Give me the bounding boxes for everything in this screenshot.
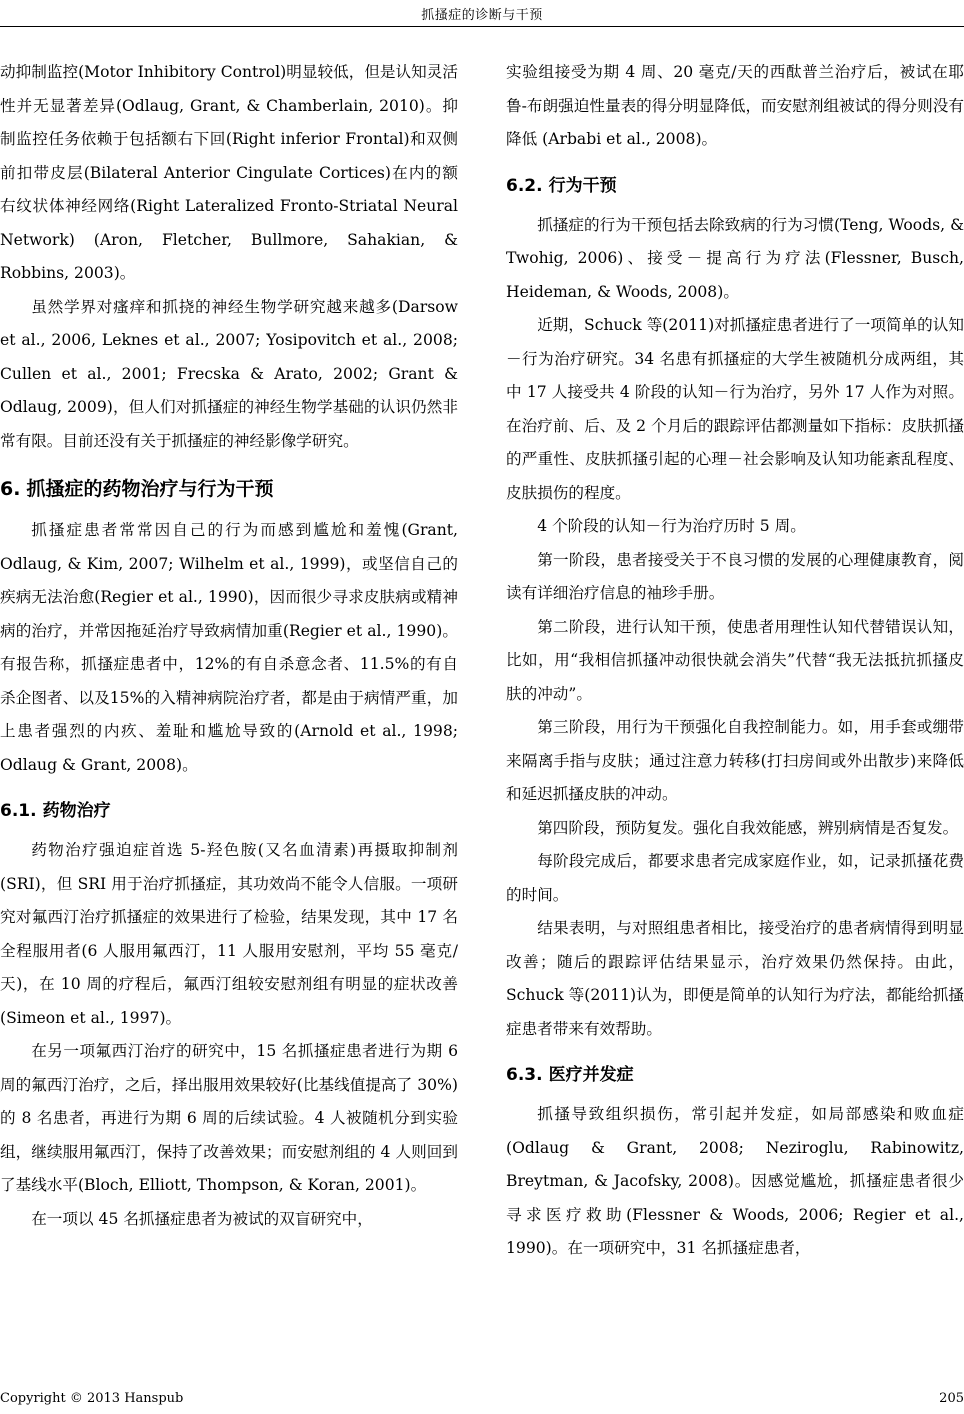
paragraph: 动抑制监控(Motor Inhibitory Control)明显较低，但是认知灵活性并无显著差异(Odlaug, Grant, & Chamberlain, 2010)。抑制监控任务依赖于包括额右下回(Right inferior Frontal)和双侧前扣带皮层(Bilateral Anterior Cingulate Cortices)在内的额右纹状体神经网络(Right Lateralized Fronto-Striatal Neural Network) (Aron, Fletcher, Bullmore, Sahakian, & Robbins, 2003)。 <box>0 63 458 282</box>
section-title: 行为干预 <box>548 175 617 196</box>
section-number: 6.3. <box>506 1065 543 1085</box>
paragraph: 在一项以 45 名抓搔症患者为被试的双盲研究中， <box>31 1209 373 1228</box>
paragraph: 每阶段完成后，都要求患者完成家庭作业，如，记录抓搔花费的时间。 <box>506 852 964 904</box>
section-title: 抓搔症的药物治疗与行为干预 <box>26 478 274 500</box>
paragraph: 在另一项氟西汀治疗的研究中，15 名抓搔症患者进行为期 6 周的氟西汀治疗，之后，择出服用效果较好(比基线值提高了 30%)的 8 名患者，再进行为期 6 周的后续试验。4 人被随机分到实验组，继续服用氟西汀，保持了改善效果；而安慰剂组的 4 人则回到了基线水平(Bloch, Elliott, Thompson, & Koran, 2001)。 <box>0 1042 458 1194</box>
paragraph: 第一阶段，患者接受关于不良习惯的发展的心理健康教育，阅读有详细治疗信息的袖珍手册。 <box>506 550 964 602</box>
page-number: 205 <box>939 1391 964 1406</box>
section-heading <box>0 794 458 828</box>
paragraph: 结果表明，与对照组患者相比，接受治疗的患者病情得到明显改善；随后的跟踪评估结果显示，治疗效果仍然保持。由此，Schuck 等(2011)认为，即便是简单的认知行为疗法，都能给抓搔症患者带来有效帮助。 <box>506 919 964 1038</box>
paragraph: 抓搔导致组织损伤，常引起并发症，如局部感染和败血症(Odlaug & Grant, 2008; Neziroglu, Rabinowitz, Breytman, & Jacofsky, 2008)。因感觉尴尬，抓搔症患者很少寻求医疗救助(Flessner & Woods, 2006; Regier et al., 1990)。在一项研究中，31 名抓搔症患者， <box>506 1105 964 1257</box>
left-column <box>0 56 458 1236</box>
paragraph: 抓搔症的行为干预包括去除致病的行为习惯(Teng, Woods, & Twohig, 2006)、接受－提高行为疗法(Flessner, Busch, Heideman, & Woods, 2008)。 <box>506 215 964 301</box>
header-rule <box>0 26 964 27</box>
section-heading <box>0 472 458 506</box>
section-number: 6. <box>0 478 21 500</box>
paragraph: 近期，Schuck 等(2011)对抓搔症患者进行了一项简单的认知－行为治疗研究。34 名患有抓搔症的大学生被随机分成两组，其中 17 人接受共 4 阶段的认知－行为治疗，另外 17 人作为对照。在治疗前、后、及 2 个月后的跟踪评估都测量如下指标：皮肤抓搔的严重性、皮肤抓搔引起的心理－社会影响及认知功能紊乱程度、皮肤损伤的程度。 <box>506 316 964 502</box>
paragraph: 抓搔症患者常常因自己的行为而感到尴尬和羞愧(Grant, Odlaug, & Kim, 2007; Wilhelm et al., 1999)，或坚信自己的疾病无法治愈(Regier et al., 1990)，因而很少寻求皮肤病或精神病的治疗，并常因拖延治疗导致病情加重(Regier et al., 1990)。有报告称，抓搔症患者中，12%的有自杀意念者、11.5%的有自杀企图者、以及15%的入精神病院治疗者，都是由于病情严重，加上患者强烈的内疚、羞耻和尴尬导致的(Arnold et al., 1998; Odlaug & Grant, 2008)。 <box>0 521 458 774</box>
section-number: 6.2. <box>506 175 543 196</box>
paragraph: 第三阶段，用行为干预强化自我控制能力。如，用手套或绷带来隔离手指与皮肤；通过注意力转移(打扫房间或外出散步)来降低和延迟抓搔皮肤的冲动。 <box>506 718 964 803</box>
paragraph: 实验组接受为期 4 周、20 毫克/天的西酞普兰治疗后，被试在耶鲁-布朗强迫性量表的得分明显降低，而安慰剂组被试的得分则没有降低 (Arbabi et al., 2008)。 <box>506 63 964 148</box>
section-title: 医疗并发症 <box>548 1065 634 1085</box>
paragraph: 药物治疗强迫症首选 5-羟色胺(又名血清素)再摄取抑制剂(SRI)，但 SRI 用于治疗抓搔症，其功效尚不能令人信服。一项研究对氟西汀治疗抓搔症的效果进行了检验，结果发现，其中 17 名全程服用者(6 人服用氟西汀，11 人服用安慰剂，平均 55 毫克/天)，在 10 周的疗程后，氟西汀组较安慰剂组有明显的症状改善 (Simeon et al., 1997)。 <box>0 841 458 1027</box>
paragraph: 第四阶段，预防复发。强化自我效能感，辨别病情是否复发。 <box>537 818 959 837</box>
right-column <box>506 56 964 1266</box>
copyright-notice: Copyright © 2013 Hanspub <box>0 1391 184 1406</box>
section-heading <box>506 1058 964 1092</box>
section-heading <box>506 169 964 203</box>
running-header: 抓搔症的诊断与干预 <box>421 8 543 23</box>
paragraph: 第二阶段，进行认知干预，使患者用理性认知代替错误认知，比如，用“我相信抓搔冲动很快就会消失”代替“我无法抵抗抓搔皮肤的冲动”。 <box>506 617 964 703</box>
paragraph: 4 个阶段的认知－行为治疗历时 5 周。 <box>537 517 806 535</box>
section-number: 6.1. <box>0 801 37 821</box>
section-title: 药物治疗 <box>42 801 111 821</box>
paragraph: 虽然学界对瘙痒和抓挠的神经生物学研究越来越多(Darsow et al., 2006, Leknes et al., 2007; Yosipovitch et al., 2008; Cullen et al., 2001; Frecska & Arato, 2002; Grant & Odlaug, 2009)，但人们对抓搔症的神经生物学基础的认识仍然非常有限。目前还没有关于抓搔症的神经影像学研究。 <box>0 297 458 450</box>
